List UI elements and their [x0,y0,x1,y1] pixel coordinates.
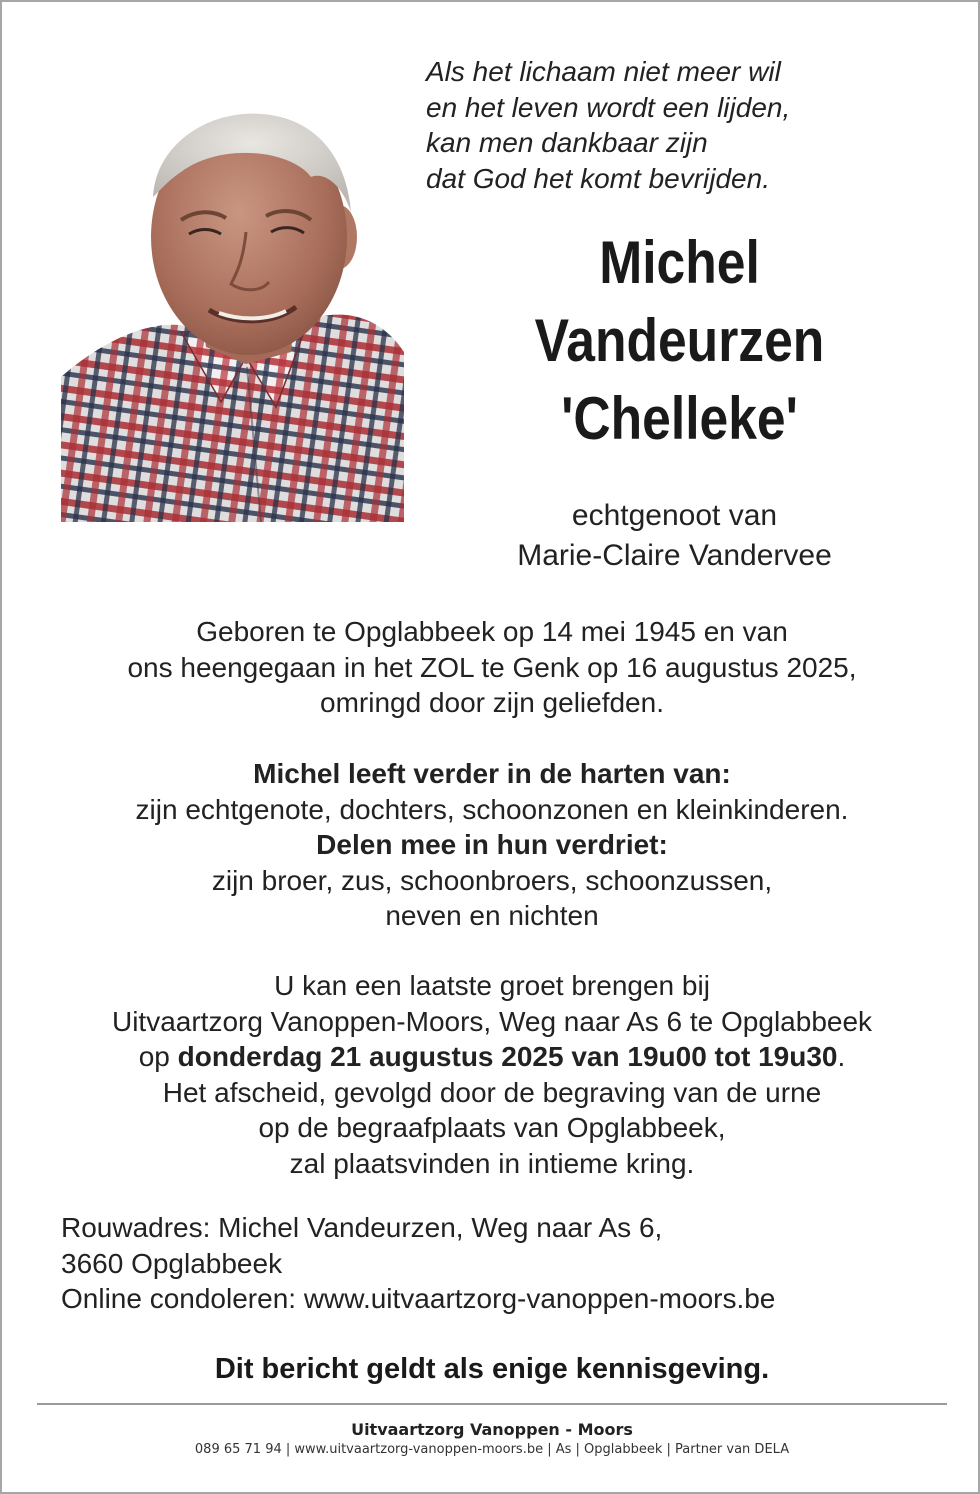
poem-line: kan men dankbaar zijn [426,127,708,158]
condolence-line: Online condoleren: www.uitvaartzorg-vanoppen-moors.be [61,1283,776,1314]
address-line: Rouwadres: Michel Vandeurzen, Weg naar As 6, [61,1212,663,1243]
family-heading: Delen mee in hun verdriet: [316,829,668,860]
visitation-suffix: . [837,1041,846,1072]
visitation-line: Uitvaartzorg Vanoppen-Moors, Weg naar As 6 te Opglabbeek [111,1005,873,1037]
spouse-relation: echtgenoot van [571,499,778,532]
visitation-line: zal plaatsvinden in intieme kring. [289,1147,695,1179]
address-line: 3660 Opglabbeek [61,1247,283,1279]
last-name: Vandeurzen [534,307,825,374]
visitation-line: U kan een laatste groet brengen bij [274,970,710,1001]
visitation-line: op de begraafplaats van Opglabbeek, [258,1112,726,1143]
deceased-name [475,224,884,458]
portrait-illustration [61,102,404,522]
birth-death-line: Geboren te Opglabbeek op 14 mei 1945 en van [196,616,788,647]
birth-death-line: ons heengegaan in het ZOL te Genk op 16 augustus 2025, [127,651,857,683]
family-line: zijn broer, zus, schoonbroers, schoonzussen, [211,864,773,896]
poem-line: en het leven wordt een lijden, [426,91,791,123]
family-section [42,756,942,934]
visitation-date: donderdag 21 augustus 2025 van 19u00 tot 19u30 [177,1041,838,1072]
visitation-prefix: op [138,1041,178,1072]
poem-line: Als het lichaam niet meer wil [426,56,781,87]
family-heading: Michel leeft verder in de harten van: [253,758,731,789]
family-line: zijn echtgenote, dochters, schoonzonen en kleinkinderen. [135,793,849,825]
birth-death-info [42,614,942,721]
first-name: Michel [599,229,760,296]
nickname: 'Chelleke' [561,385,798,452]
footer-contact-info: 089 65 71 94 | www.uitvaartzorg-vanoppen-moors.be | As | Opglabbeek | Partner van DELA [194,1442,790,1457]
visitation-date-line [42,1039,942,1075]
visitation-line: Het afscheid, gevolgd door de begraving van de urne [162,1076,822,1108]
address-section [61,1210,941,1317]
footer-divider [37,1403,947,1405]
footer-company: Uitvaartzorg Vanoppen - Moors [351,1420,633,1439]
visitation-section [42,968,942,1181]
birth-death-line: omringd door zijn geliefden. [320,687,664,718]
portrait-photo [61,102,404,522]
poem [426,54,946,196]
family-line: neven en nichten [385,900,599,931]
poem-line: dat God het komt bevrijden. [426,162,770,194]
spouse-name: Marie-Claire Vandervee [517,539,832,572]
spouse-info [422,496,927,576]
notice-statement: Dit bericht geldt als enige kennisgeving. [214,1353,770,1385]
